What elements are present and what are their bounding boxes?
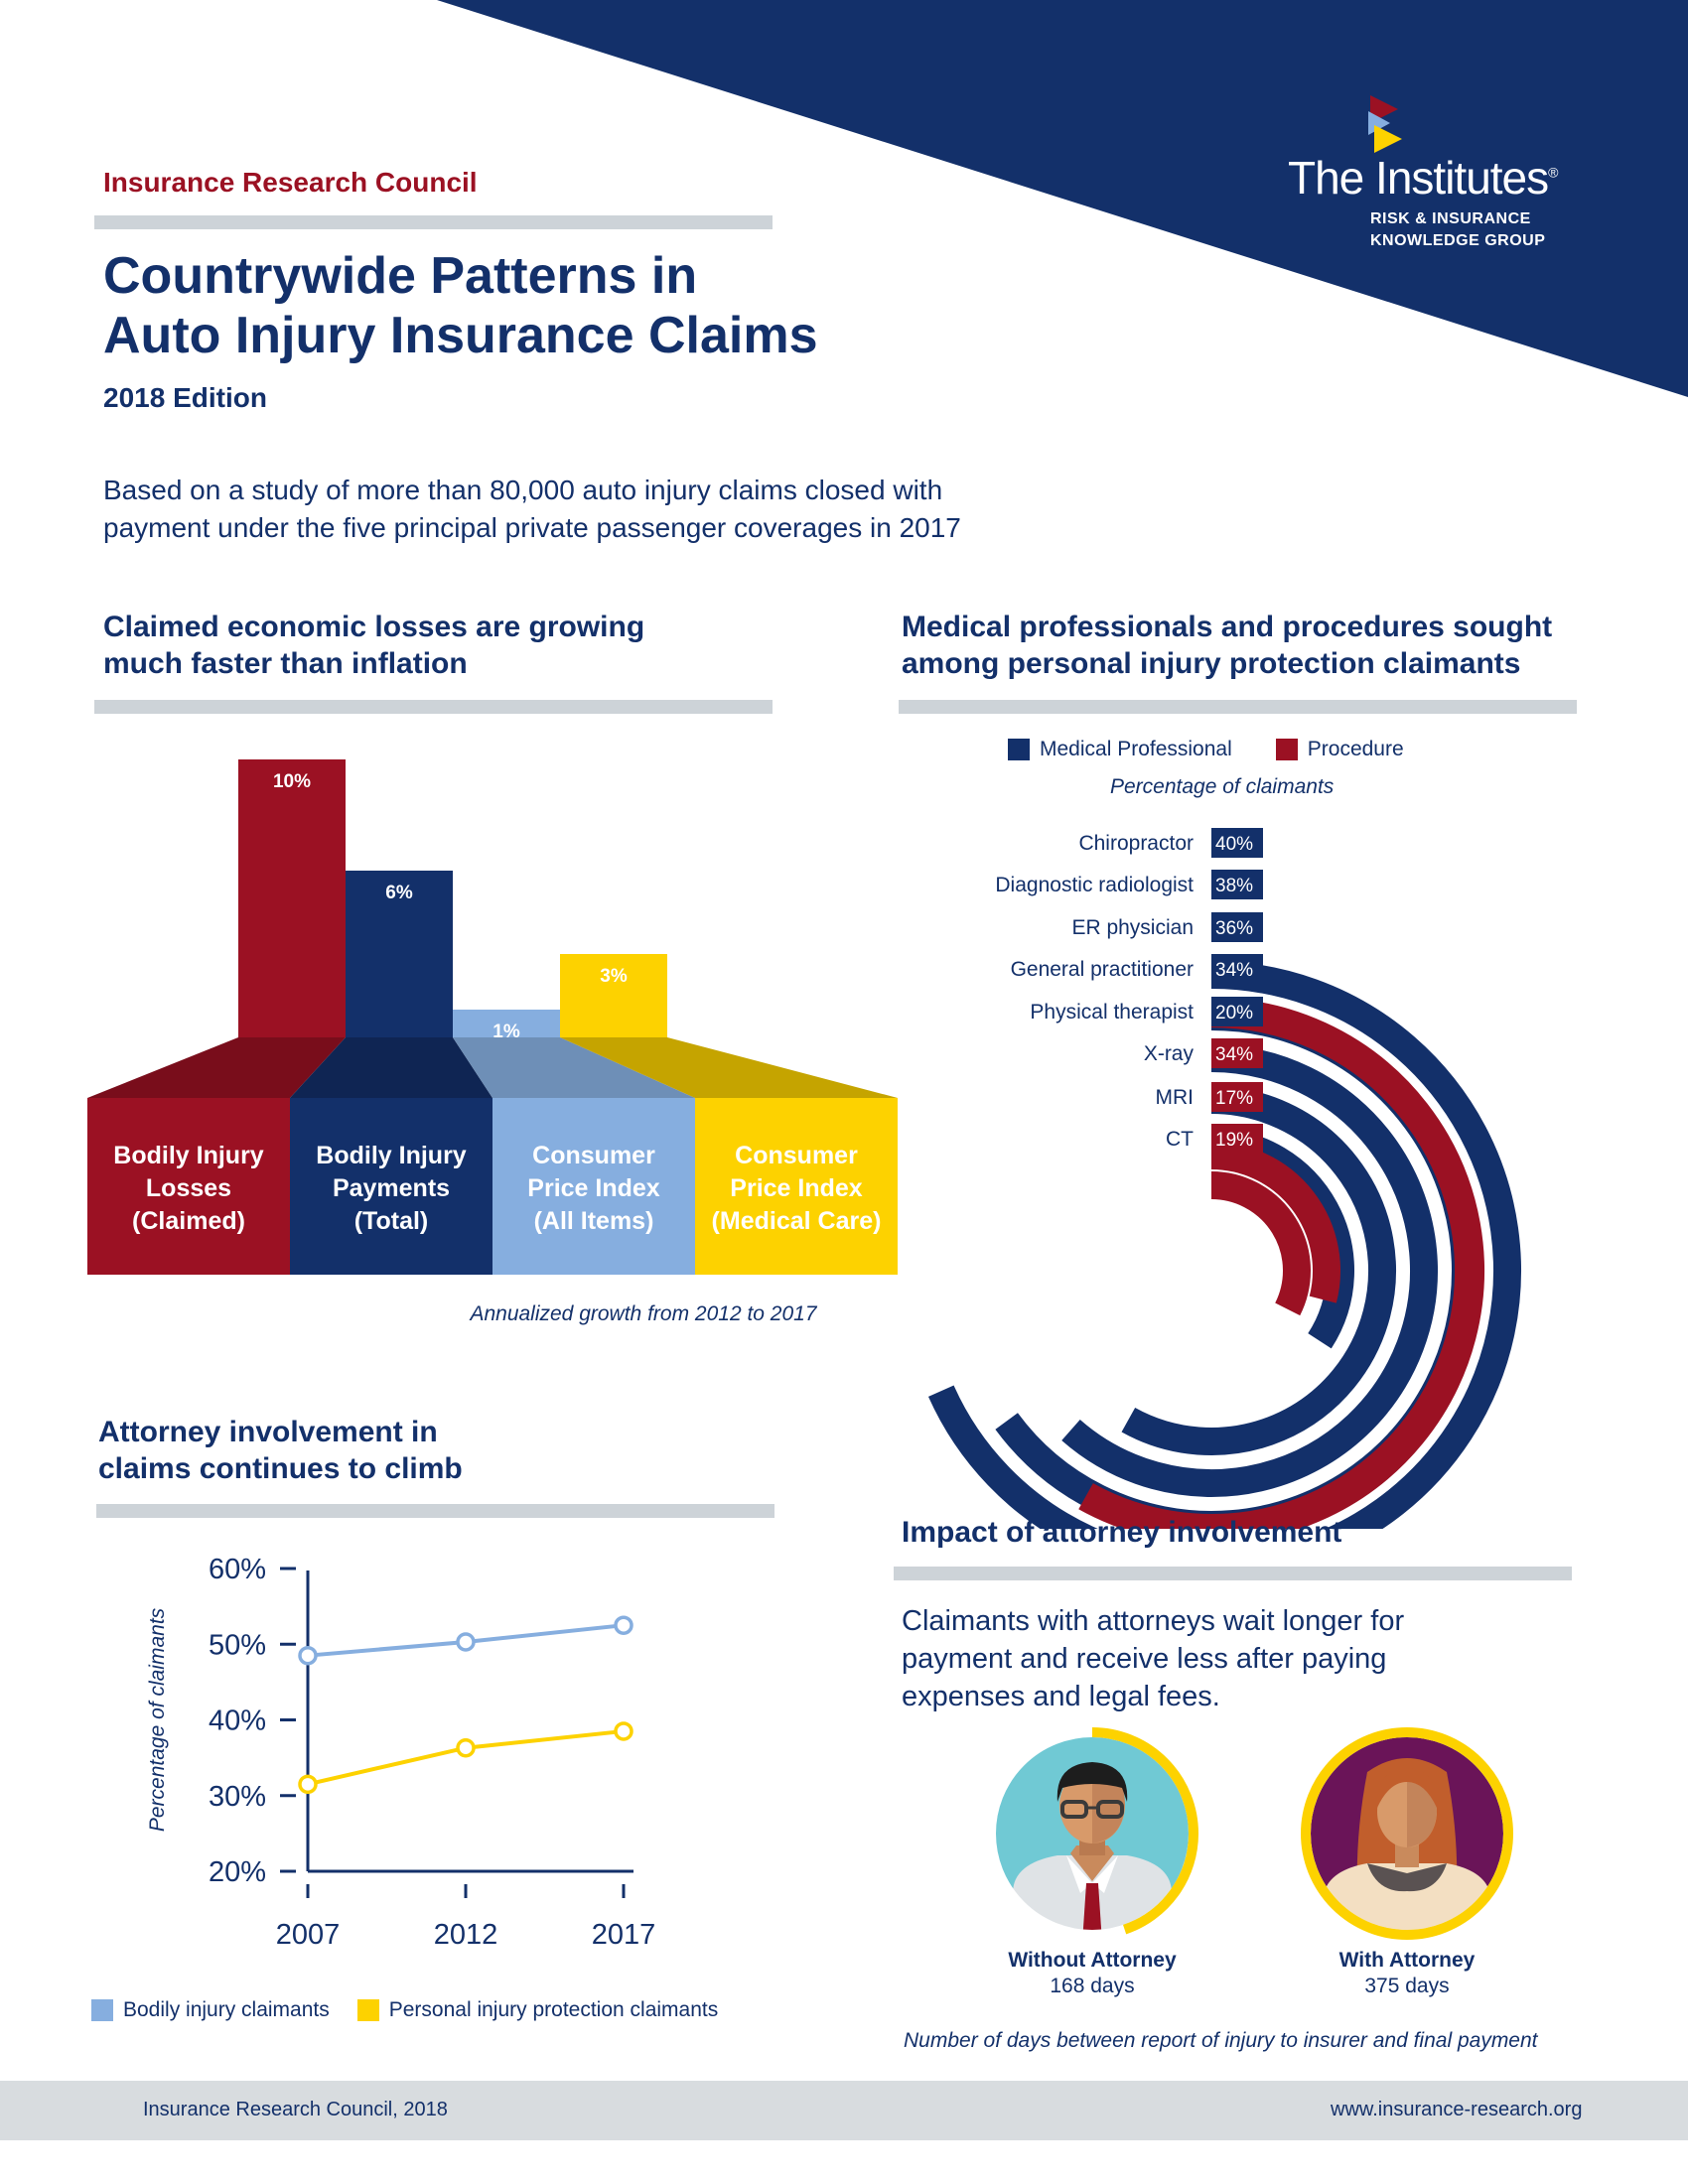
medical-section-title: Medical professionals and procedures sought among personal injury protection claimants [902, 611, 1553, 680]
legend-swatch-pip [357, 1999, 379, 2021]
radial-value-label-6: 17% [1215, 1088, 1254, 1109]
radial-value-label-5: 34% [1215, 1044, 1254, 1065]
footer-left: Insurance Research Council, 2018 [143, 2099, 448, 2120]
edition: 2018 Edition [103, 382, 267, 413]
impact-description: Claimants with attorneys wait longer for payment and receive less after paying expenses and legal fees. [902, 1605, 1405, 1712]
series-0-point-0 [300, 1648, 316, 1664]
avatar-with-attorney [1298, 1724, 1516, 1943]
impact-rule [894, 1567, 1572, 1580]
series-1-point-2 [616, 1723, 632, 1739]
radial-value-label-3: 34% [1215, 960, 1254, 981]
bar-value-label-1: 6% [385, 883, 413, 903]
avatar-without-attorney [983, 1724, 1201, 1943]
legend-label-procedure: Procedure [1307, 738, 1404, 760]
radial-category-label-4: Physical therapist [1030, 1001, 1194, 1024]
radial-category-label-3: General practitioner [1010, 958, 1194, 981]
category-label-3: Consumer Price Index (Medical Care) [711, 1142, 882, 1235]
legend-swatch-bodily [91, 1999, 113, 2021]
bar-value-label-0: 10% [272, 771, 312, 792]
medical-subtitle: Percentage of claimants [1110, 775, 1335, 798]
radial-value-label-1: 38% [1215, 876, 1254, 896]
impact-caption: Number of days between report of injury to insurer and final payment [904, 2029, 1538, 2052]
legend-label-professional: Medical Professional [1040, 738, 1232, 760]
bar-value-label-2: 1% [492, 1022, 520, 1042]
radial-value-label-7: 19% [1215, 1130, 1254, 1151]
category-label-0: Bodily Injury Losses (Claimed) [113, 1142, 264, 1235]
medical-radial-chart [894, 814, 1609, 1529]
attorney-section-title: Attorney involvement in claims continues to climb [98, 1416, 463, 1485]
impact-section-title: Impact of attorney involvement [902, 1516, 1342, 1549]
series-0-point-2 [616, 1617, 632, 1633]
radial-value-label-4: 20% [1215, 1003, 1254, 1024]
medical-rule [899, 700, 1577, 714]
category-label-1: Bodily Injury Payments (Total) [316, 1142, 467, 1235]
radial-value-label-0: 40% [1215, 834, 1254, 855]
category-label-2: Consumer Price Index (All Items) [527, 1142, 660, 1235]
series-1-point-1 [458, 1740, 474, 1756]
attorney-rule [96, 1504, 774, 1518]
radial-category-label-6: MRI [1155, 1086, 1194, 1109]
x-tick-label-1: 2012 [433, 1919, 498, 1951]
y-tick-label-1: 30% [208, 1780, 266, 1813]
y-tick-label-3: 50% [208, 1629, 266, 1662]
logo-tagline: RISK & INSURANCE KNOWLEDGE GROUP [1370, 210, 1546, 249]
legend-swatch-procedure [1276, 739, 1298, 760]
y-tick-label-0: 20% [208, 1856, 266, 1888]
losses-bar-chart [87, 754, 914, 1281]
institutes-logo-icon [1368, 95, 1424, 153]
series-0-point-1 [458, 1634, 474, 1650]
line-legend [91, 1998, 718, 2022]
losses-rule [94, 700, 773, 714]
label-without-attorney: Without Attorney 168 days [1008, 1949, 1177, 1997]
header-rule [94, 215, 773, 229]
radial-category-label-2: ER physician [1071, 916, 1194, 939]
legend-label-pip: Personal injury protection claimants [388, 1998, 719, 2021]
bar-value-label-3: 3% [600, 966, 628, 987]
losses-caption: Annualized growth from 2012 to 2017 [470, 1302, 817, 1325]
intro-text: Based on a study of more than 80,000 auto injury claims closed with payment under the five principal private passenger coverages in 2017 [103, 475, 961, 543]
logo-name: The Institutes® [1288, 152, 1558, 204]
footer-right: www.insurance-research.org [1331, 2099, 1583, 2120]
page-title: Countrywide Patterns in Auto Injury Insurance Claims [103, 247, 818, 364]
series-1-point-0 [300, 1776, 316, 1792]
radial-category-label-7: CT [1166, 1128, 1194, 1151]
x-tick-label-0: 2007 [275, 1919, 341, 1951]
radial-bar-7 [1211, 1185, 1297, 1309]
medical-legend [1008, 738, 1404, 761]
org-name: Insurance Research Council [103, 167, 478, 198]
y-tick-label-2: 40% [208, 1705, 266, 1737]
x-tick-label-2: 2017 [591, 1919, 656, 1951]
attorney-line-chart [129, 1549, 685, 1966]
label-with-attorney: With Attorney 375 days [1338, 1949, 1476, 1997]
radial-value-label-2: 36% [1215, 918, 1254, 939]
radial-category-label-1: Diagnostic radiologist [995, 874, 1194, 896]
bar-0 [238, 759, 346, 1037]
legend-label-bodily: Bodily injury claimants [123, 1998, 330, 2021]
legend-swatch-professional [1008, 739, 1030, 760]
y-axis-label: Percentage of claimants [146, 1607, 169, 1833]
radial-category-label-0: Chiropractor [1078, 832, 1194, 855]
losses-section-title: Claimed economic losses are growing much faster than inflation [103, 611, 645, 680]
y-tick-label-4: 60% [208, 1554, 266, 1585]
radial-category-label-5: X-ray [1143, 1042, 1194, 1065]
